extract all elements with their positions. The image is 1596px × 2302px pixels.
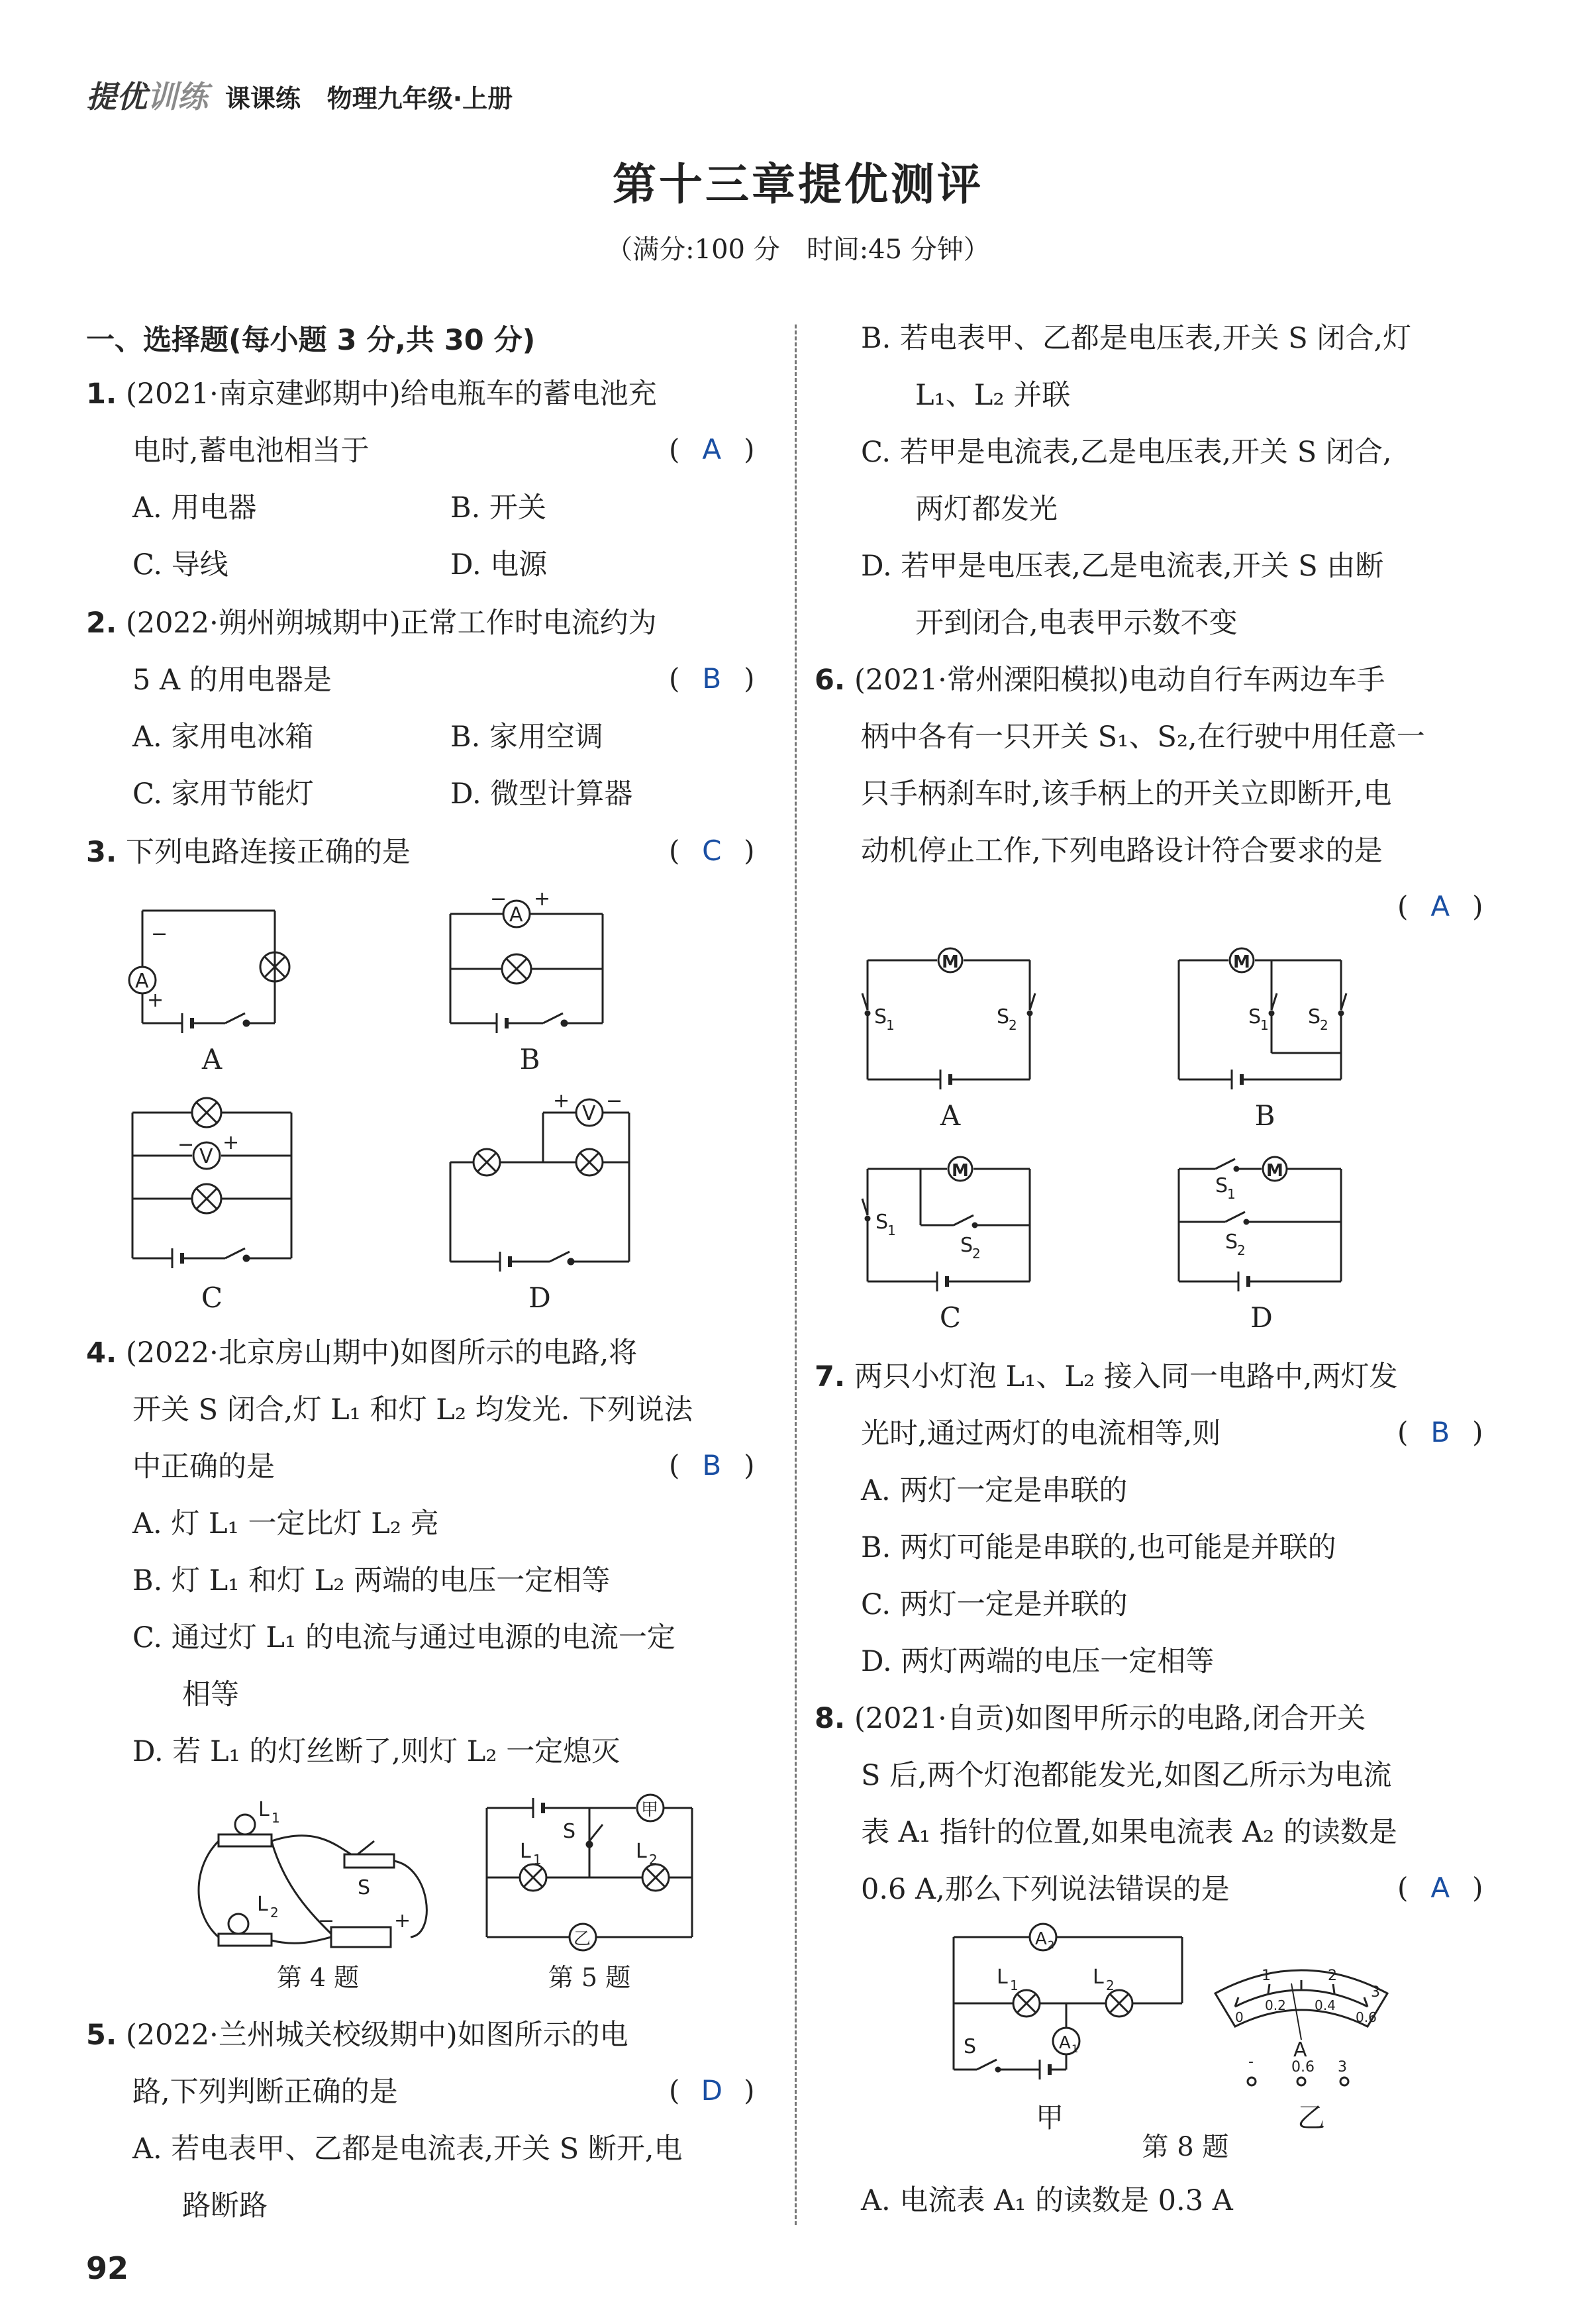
q4-answer: ( B ) (669, 1449, 755, 1481)
svg-text:S: S (1225, 1230, 1238, 1254)
svg-text:2: 2 (1009, 1017, 1017, 1033)
q3-circuit-d (444, 1089, 642, 1272)
svg-text:−: − (151, 923, 168, 946)
q7-option-d: D. 两灯两端的电压一定相等 (861, 1645, 1215, 1678)
q3-circuit-c (126, 1093, 305, 1272)
q8-terminal-label: - (1248, 2054, 1254, 2070)
svg-text:1: 1 (272, 1810, 280, 1826)
svg-text:A: A (509, 903, 523, 926)
brand-logo: 提优训练 (86, 79, 208, 115)
svg-text:A: A (1035, 1929, 1047, 1949)
q3-caption-b: B (519, 1043, 540, 1076)
svg-text:M: M (1266, 1161, 1283, 1181)
svg-text:L: L (997, 1966, 1008, 1989)
q6-line2: 柄中各有一只开关 S₁、S₂,在行驶中用任意一 (861, 721, 1425, 754)
q8-meter-bottom-label: 0.2 (1265, 1997, 1286, 2013)
q5-figure-caption: 第 5 题 (548, 1963, 631, 1992)
q2-answer: ( B ) (669, 662, 755, 695)
svg-text:+: + (147, 989, 164, 1012)
q3-caption-d: D (528, 1281, 551, 1314)
q5-option-c-line2: 两灯都发光 (915, 493, 1058, 526)
q7-option-a: A. 两灯一定是串联的 (861, 1474, 1128, 1507)
exam-info: （满分:100 分 时间:45 分钟） (606, 234, 990, 265)
q4-option-a: A. 灯 L₁ 一定比灯 L₂ 亮 (132, 1507, 439, 1540)
q3-line1: 3. 下列电路连接正确的是 (86, 836, 411, 869)
q6-circuit-c (861, 1152, 1046, 1298)
q1-option-b: B. 开关 (450, 491, 546, 525)
q8-caption-yi: 乙 (1297, 2101, 1325, 2134)
svg-text:1: 1 (533, 1852, 542, 1868)
svg-text:+: + (394, 1909, 411, 1932)
svg-text:S: S (875, 1211, 889, 1234)
svg-text:甲: 甲 (641, 1800, 659, 1820)
q6-circuit-b (1172, 947, 1344, 1093)
q2-option-a: A. 家用电冰箱 (132, 721, 314, 754)
svg-text:L: L (636, 1840, 647, 1863)
q7-answer: ( B ) (1397, 1416, 1483, 1448)
q4-option-b: B. 灯 L₁ 和灯 L₂ 两端的电压一定相等 (132, 1564, 611, 1597)
q8-figure-jia-circuit (947, 1921, 1192, 2086)
q7-line1: 7. 两只小灯泡 L₁、L₂ 接入同一电路中,两灯发 (815, 1360, 1398, 1393)
svg-text:2: 2 (1237, 1242, 1246, 1258)
svg-text:−: − (490, 887, 507, 911)
q6-line1: 6. (2021·常州溧阳模拟)电动自行车两边车手 (815, 664, 1385, 697)
q5-line2: 路,下列判断正确的是 (132, 2076, 398, 2109)
q6-circuit-d (1172, 1152, 1351, 1298)
svg-text:1: 1 (1227, 1186, 1236, 1202)
svg-text:−: − (318, 1909, 335, 1932)
q6-line4: 动机停止工作,下列电路设计符合要求的是 (861, 834, 1383, 868)
svg-text:2: 2 (1048, 1938, 1055, 1951)
q5-option-c-line1: C. 若甲是电流表,乙是电压表,开关 S 闭合, (861, 436, 1392, 469)
svg-text:S: S (874, 1005, 887, 1028)
q8-terminal-label: 3 (1338, 2059, 1347, 2076)
svg-text:1: 1 (1072, 2042, 1079, 2055)
svg-text:+: + (553, 1089, 570, 1113)
q8-terminal-label: 0.6 (1291, 2059, 1315, 2076)
q1-option-d: D. 电源 (450, 548, 548, 581)
svg-text:2: 2 (1106, 1977, 1115, 1993)
svg-text:2: 2 (270, 1905, 279, 1921)
q1-line1: 1. (2021·南京建邺期中)给电瓶车的蓄电池充 (86, 377, 657, 411)
q2-line1: 2. (2022·朔州朔城期中)正常工作时电流约为 (86, 607, 657, 640)
q4-option-c-line1: C. 通过灯 L₁ 的电流与通过电源的电流一定 (132, 1621, 675, 1654)
q4-option-c-line2: 相等 (182, 1678, 239, 1711)
q5-option-b-line1: B. 若电表甲、乙都是电压表,开关 S 闭合,灯 (861, 322, 1412, 355)
q6-caption-c: C (939, 1301, 962, 1334)
svg-text:L: L (1093, 1966, 1104, 1989)
svg-text:A: A (1059, 2033, 1071, 2053)
q3-caption-a: A (201, 1043, 223, 1076)
q4-figure-physical-circuit (199, 1798, 450, 1954)
q8-option-a: A. 电流表 A₁ 的读数是 0.3 A (861, 2184, 1233, 2217)
q3-answer: ( C ) (669, 834, 755, 867)
svg-text:S: S (960, 1234, 973, 1257)
q5-answer: ( D ) (669, 2074, 755, 2107)
q8-figure-caption: 第 8 题 (1142, 2132, 1229, 2162)
page-number: 92 (86, 2250, 129, 2286)
q8-figure-yi-ammeter (1209, 1954, 1394, 2086)
svg-text:S: S (1308, 1005, 1321, 1028)
svg-text:L: L (257, 1893, 268, 1916)
q6-caption-d: D (1250, 1301, 1273, 1334)
svg-text:V: V (582, 1102, 596, 1125)
svg-text:乙: 乙 (574, 1929, 591, 1949)
section-heading: 一、选择题(每小题 3 分,共 30 分) (86, 324, 536, 357)
svg-text:+: + (223, 1131, 240, 1154)
q4-line2: 开关 S 闭合,灯 L₁ 和灯 L₂ 均发光. 下列说法 (132, 1393, 693, 1426)
svg-text:M: M (1233, 952, 1250, 972)
svg-text:S: S (358, 1876, 371, 1899)
q5-option-d-line1: D. 若甲是电压表,乙是电流表,开关 S 由断 (861, 550, 1384, 583)
svg-text:2: 2 (972, 1246, 981, 1262)
svg-text:1: 1 (887, 1223, 896, 1238)
svg-text:V: V (199, 1145, 213, 1168)
q2-option-b: B. 家用空调 (450, 721, 603, 754)
q8-meter-bottom-label: 0 (1235, 2009, 1244, 2025)
q8-meter-unit: A (1293, 2038, 1307, 2062)
q7-option-c: C. 两灯一定是并联的 (861, 1588, 1128, 1621)
q1-answer: ( A ) (669, 433, 755, 466)
q8-meter-top-label: 1 (1262, 1968, 1271, 1984)
q5-option-b-line2: L₁、L₂ 并联 (915, 379, 1071, 412)
svg-text:1: 1 (1260, 1017, 1269, 1033)
q5-option-a-line1: A. 若电表甲、乙都是电流表,开关 S 断开,电 (132, 2132, 683, 2166)
q8-meter-top-label: 2 (1328, 1968, 1337, 1984)
svg-text:−: − (606, 1089, 623, 1113)
q2-line2: 5 A 的用电器是 (132, 664, 332, 697)
q5-figure-circuit (483, 1795, 702, 1947)
q8-meter-bottom-label: 0.4 (1315, 1997, 1336, 2013)
q4-option-d: D. 若 L₁ 的灯丝断了,则灯 L₂ 一定熄灭 (132, 1735, 621, 1768)
q2-option-d: D. 微型计算器 (450, 777, 633, 811)
q1-option-c: C. 导线 (132, 548, 228, 581)
svg-text:1: 1 (1010, 1977, 1019, 1993)
svg-text:S: S (997, 1005, 1010, 1028)
svg-text:L: L (520, 1840, 531, 1863)
q1-line2: 电时,蓄电池相当于 (132, 434, 370, 468)
q8-answer: ( A ) (1397, 1872, 1483, 1904)
q4-figure-caption: 第 4 题 (276, 1963, 360, 1992)
svg-text:A: A (135, 970, 149, 993)
svg-text:S: S (563, 1820, 576, 1843)
q6-answer: ( A ) (1397, 890, 1483, 923)
q4-line3: 中正确的是 (132, 1450, 275, 1483)
q8-meter-top-label: 3 (1371, 1984, 1380, 2001)
q3-circuit-a (126, 901, 298, 1033)
q2-option-c: C. 家用节能灯 (132, 777, 314, 811)
q8-meter-bottom-label: 0.6 (1356, 2009, 1377, 2025)
q4-line1: 4. (2022·北京房山期中)如图所示的电路,将 (86, 1336, 638, 1370)
svg-text:2: 2 (1320, 1017, 1328, 1033)
q6-caption-a: A (940, 1099, 961, 1132)
q8-line1: 8. (2021·自贡)如图甲所示的电路,闭合开关 (815, 1702, 1366, 1735)
q8-line4: 0.6 A,那么下列说法错误的是 (861, 1873, 1230, 1906)
svg-text:S: S (1215, 1174, 1228, 1197)
svg-text:1: 1 (886, 1017, 895, 1033)
svg-text:S: S (1248, 1005, 1262, 1028)
q1-option-a: A. 用电器 (132, 491, 257, 525)
header-subtitle: 课课练 物理九年级·上册 (225, 84, 513, 113)
q3-circuit-b (444, 887, 616, 1033)
svg-text:2: 2 (649, 1852, 658, 1868)
q7-option-b: B. 两灯可能是串联的,也可能是并联的 (861, 1531, 1336, 1564)
svg-text:L: L (258, 1798, 270, 1821)
page-title: 第十三章提优测评 (613, 159, 983, 210)
svg-text:M: M (952, 1161, 969, 1181)
q5-option-a-line2: 路断路 (182, 2189, 268, 2223)
q6-circuit-a (861, 947, 1046, 1093)
column-divider (795, 325, 797, 2225)
q6-caption-b: B (1254, 1099, 1275, 1132)
svg-text:S: S (964, 2035, 977, 2058)
q7-line2: 光时,通过两灯的电流相等,则 (861, 1417, 1221, 1450)
q5-line1: 5. (2022·兰州城关校级期中)如图所示的电 (86, 2019, 628, 2052)
q8-caption-jia: 甲 (1035, 2101, 1064, 2134)
q8-line3: 表 A₁ 指针的位置,如果电流表 A₂ 的读数是 (861, 1816, 1397, 1849)
q3-caption-c: C (201, 1281, 223, 1314)
q6-line3: 只手柄刹车时,该手柄上的开关立即断开,电 (861, 777, 1392, 811)
q8-line2: S 后,两个灯泡都能发光,如图乙所示为电流 (861, 1759, 1392, 1792)
svg-text:+: + (534, 887, 551, 911)
svg-text:−: − (177, 1133, 195, 1156)
svg-text:M: M (942, 952, 959, 972)
q5-option-d-line2: 开到闭合,电表甲示数不变 (915, 607, 1238, 640)
